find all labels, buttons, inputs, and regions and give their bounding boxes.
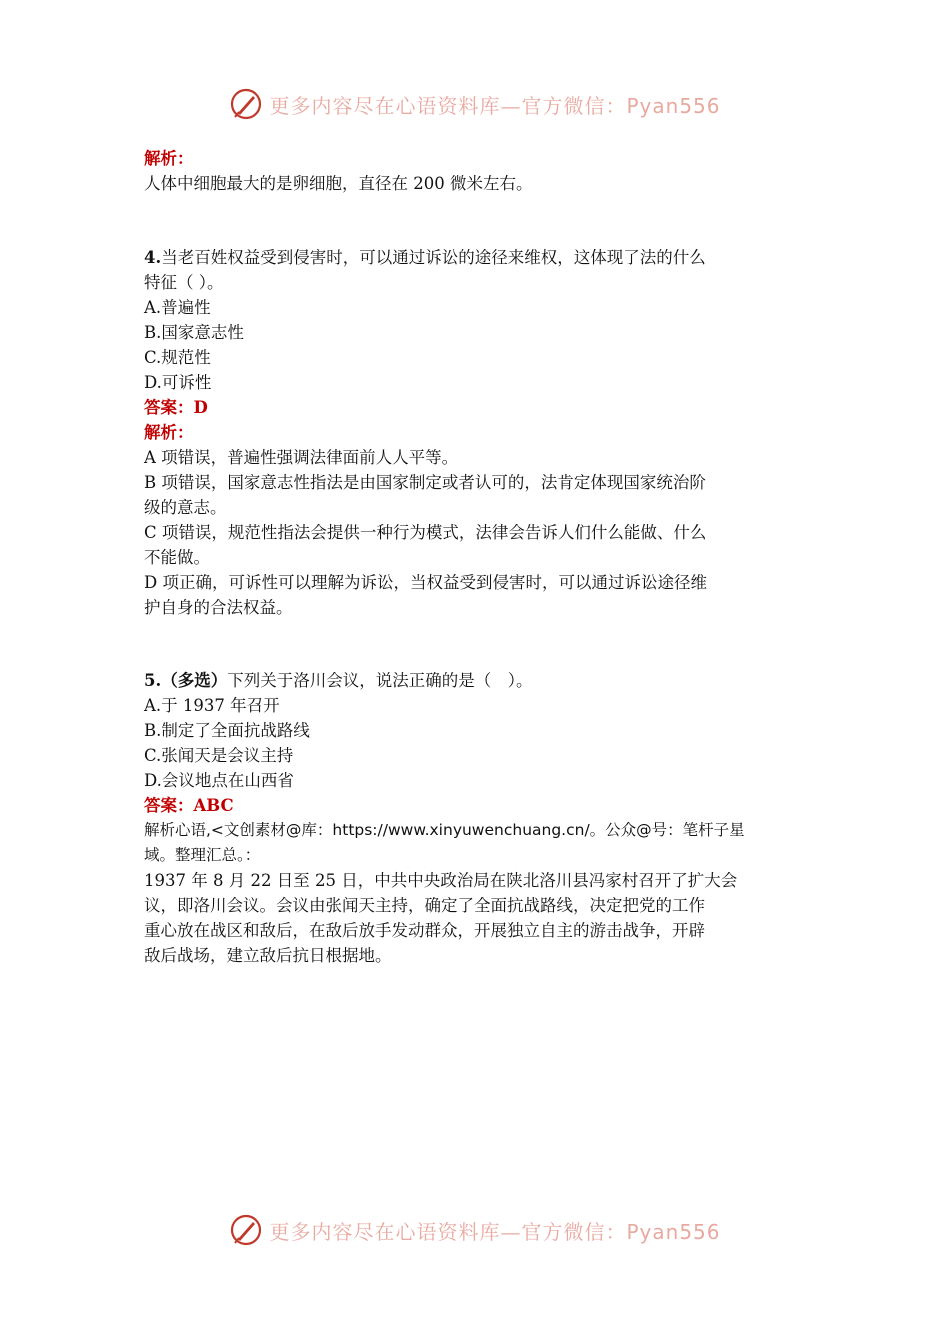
- banner-wechat: Pyan556: [626, 93, 721, 118]
- option-b: B.国家意志性: [144, 323, 244, 342]
- analysis-line: 不能做。: [144, 548, 210, 567]
- q3-analysis-block: [144, 146, 808, 196]
- answer: 答案：ABC: [144, 796, 234, 815]
- analysis-header: 解析心语,<文创素材@库：https://www.xinyuwenchuang.cn/。公众@号：笔杆子星: [144, 821, 745, 839]
- analysis-text: 人体中细胞最大的是卵细胞，直径在 200 微米左右。: [144, 174, 533, 193]
- option-b: B.制定了全面抗战路线: [144, 721, 310, 740]
- analysis-label: 解析：: [144, 149, 194, 168]
- analysis-line: 级的意志。: [144, 498, 227, 517]
- analysis-label: 解析：: [144, 423, 194, 442]
- footer-banner: [0, 1210, 950, 1250]
- analysis-line: 1937 年 8 月 22 日至 25 日，中共中央政治局在陕北洛川县冯家村召开了扩大会: [144, 871, 738, 890]
- question-5-stem: 5.（多选）下列关于洛川会议，说法正确的是（ ）。: [144, 671, 533, 690]
- quill-pen-logo-icon: [229, 1213, 263, 1247]
- analysis-line: A 项错误，普遍性强调法律面前人人平等。: [144, 448, 459, 467]
- option-a: A.普遍性: [144, 298, 211, 317]
- option-a: A.于 1937 年召开: [144, 696, 280, 715]
- banner-wechat: Pyan556: [626, 1219, 721, 1244]
- analysis-header-cont: 域。整理汇总。：: [144, 846, 261, 864]
- option-d: D.会议地点在山西省: [144, 771, 294, 790]
- analysis-line: 议，即洛川会议。会议由张闻天主持，确定了全面抗战路线，决定把党的工作: [144, 896, 705, 915]
- option-c: C.张闻天是会议主持: [144, 746, 294, 765]
- question-4: [144, 245, 808, 620]
- question-5: [144, 668, 808, 968]
- analysis-line: 敌后战场，建立敌后抗日根据地。: [144, 946, 392, 965]
- option-d: D.可诉性: [144, 373, 212, 392]
- analysis-line: D 项正确，可诉性可以理解为诉讼，当权益受到侵害时，可以通过诉讼途径维: [144, 573, 707, 592]
- analysis-line: C 项错误，规范性指法会提供一种行为模式，法律会告诉人们什么能做、什么: [144, 523, 707, 542]
- banner-text: 更多内容尽在心语资料库—官方微信：Pyan556: [269, 93, 721, 118]
- analysis-line: B 项错误，国家意志性指法是由国家制定或者认可的，法肯定体现国家统治阶: [144, 473, 706, 492]
- question-4-stem: 4.当老百姓权益受到侵害时，可以通过诉讼的途径来维权，这体现了法的什么: [144, 248, 706, 267]
- analysis-line: 护自身的合法权益。: [144, 598, 293, 617]
- answer: 答案：D: [144, 398, 208, 417]
- banner-text: 更多内容尽在心语资料库—官方微信：Pyan556: [269, 1219, 721, 1244]
- header-banner: [0, 84, 950, 124]
- quill-pen-logo-icon: [229, 87, 263, 121]
- option-c: C.规范性: [144, 348, 211, 367]
- analysis-line: 重心放在战区和敌后，在敌后放手发动群众，开展独立自主的游击战争，开辟: [144, 921, 705, 940]
- question-4-stem-cont: 特征（ ）。: [144, 273, 224, 292]
